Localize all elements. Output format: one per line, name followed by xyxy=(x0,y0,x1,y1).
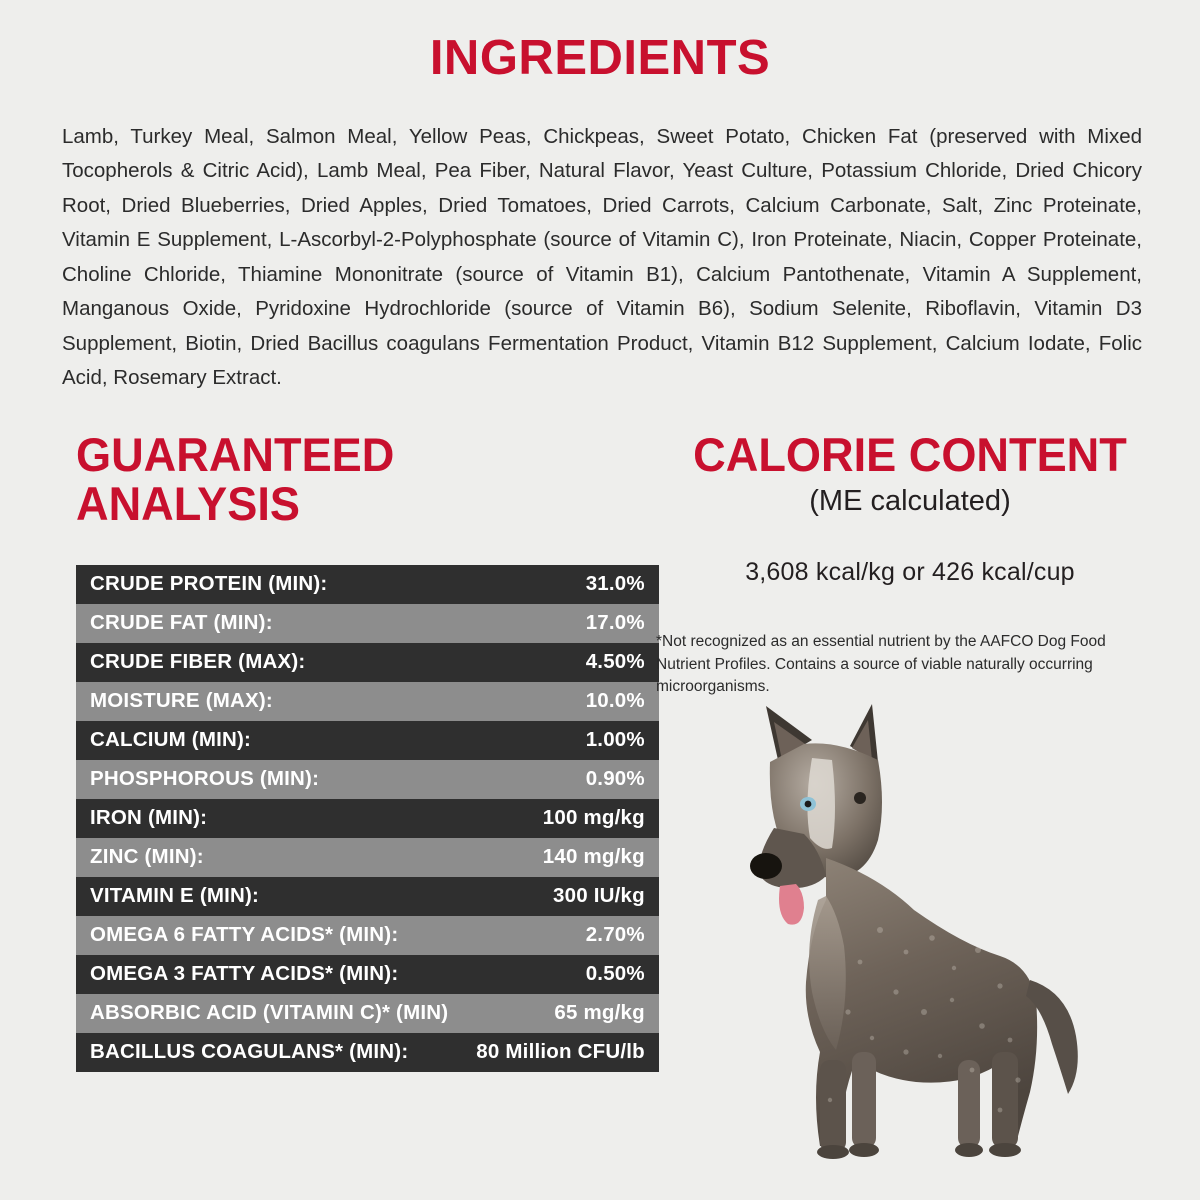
table-row xyxy=(76,799,659,838)
calorie-footnote: *Not recognized as an essential nutrient by the AAFCO Dog Food Nutrient Profiles. Contains a source of viable naturally occurring microorganisms. xyxy=(656,633,1106,696)
calorie-content-subtitle: (ME calculated) xyxy=(809,485,1011,518)
row-value: 140 mg/kg xyxy=(542,845,645,869)
dog-hind-leg-left xyxy=(992,1052,1018,1148)
row-value: 10.0% xyxy=(585,689,645,713)
table-row xyxy=(76,760,659,799)
table-row xyxy=(76,1033,659,1072)
table-row xyxy=(76,916,659,955)
table-row xyxy=(76,877,659,916)
row-label: IRON (MIN): xyxy=(90,806,208,830)
row-label: MOISTURE (MAX): xyxy=(90,689,273,713)
row-label: CRUDE FIBER (MAX): xyxy=(90,650,306,674)
dog-illustration xyxy=(700,700,1120,1180)
row-value: 0.90% xyxy=(585,767,645,791)
table-row xyxy=(76,643,659,682)
row-label: BACILLUS COAGULANS* (MIN): xyxy=(90,1040,409,1064)
row-label: OMEGA 6 FATTY ACIDS* (MIN): xyxy=(90,923,399,947)
table-row xyxy=(76,955,659,994)
table-row xyxy=(76,721,659,760)
table-row xyxy=(76,565,659,604)
row-value: 4.50% xyxy=(585,650,645,674)
table-row xyxy=(76,604,659,643)
dog-hind-leg-right xyxy=(958,1060,980,1148)
row-value: 0.50% xyxy=(585,962,645,986)
row-value: 1.00% xyxy=(585,728,645,752)
row-value: 300 IU/kg xyxy=(553,884,645,908)
row-label: CRUDE FAT (MIN): xyxy=(90,611,273,635)
row-value: 31.0% xyxy=(585,572,645,596)
row-value: 2.70% xyxy=(585,923,645,947)
row-label: ABSORBIC ACID (VITAMIN C)* (MIN) xyxy=(90,1001,449,1025)
row-label: PHOSPHOROUS (MIN): xyxy=(90,767,320,791)
row-value: 80 Million CFU/lb xyxy=(476,1040,645,1064)
calorie-content-section xyxy=(650,430,1170,699)
guaranteed-analysis-section xyxy=(76,428,645,1072)
guaranteed-analysis-table xyxy=(76,565,659,1072)
calorie-content-title: CALORIE CONTENT xyxy=(693,428,1127,481)
dog-front-leg-right xyxy=(852,1052,876,1148)
row-label: OMEGA 3 FATTY ACIDS* (MIN): xyxy=(90,962,399,986)
row-label: CRUDE PROTEIN (MIN): xyxy=(90,572,328,596)
table-row xyxy=(76,994,659,1033)
dog-nose xyxy=(750,853,782,879)
table-row xyxy=(76,838,659,877)
dog-photo xyxy=(700,700,1120,1180)
table-row xyxy=(76,682,659,721)
guaranteed-analysis-title: GUARANTEED ANALYSIS xyxy=(76,428,395,531)
ingredients-text: Lamb, Turkey Meal, Salmon Meal, Yellow Peas, Chickpeas, Sweet Potato, Chicken Fat (preserved with Mixed Tocopherols & Citric Acid), Lamb Meal, Pea Fiber, Natural Flavor, Yeast Culture, Potassium Chloride, Dried Chicory Root, Dried Blueberries, Dried Apples, Dried Tomatoes, Dried Carrots, Calcium Carbonate, Salt, Zinc Proteinate, Vitamin E Supplement, L-Ascorbyl-2-Polyphosphate (source of Vitamin C), Iron Proteinate, Niacin, Copper Proteinate, Choline Chloride, Thiamine Mononitrate (source of Vitamin B1), Calcium Pantothenate, Vitamin A Supplement, Manganous Oxide, Pyridoxine Hydrochloride (source of Vitamin B6), Sodium Selenite, Riboflavin, Vitamin D3 Supplement, Biotin, Dried Bacillus coagulans Fermentation Product, Vitamin B12 Supplement, Calcium Iodate, Folic Acid, Rosemary Extract. xyxy=(62,125,1142,390)
dog-tongue xyxy=(779,884,804,925)
calorie-content-value: 3,608 kcal/kg or 426 kcal/cup xyxy=(745,558,1075,587)
row-label: VITAMIN E (MIN): xyxy=(90,884,260,908)
row-value: 65 mg/kg xyxy=(554,1001,645,1025)
analysis-table-body xyxy=(76,565,659,1072)
dog-front-leg-left xyxy=(820,1060,846,1152)
row-value: 17.0% xyxy=(585,611,645,635)
row-label: CALCIUM (MIN): xyxy=(90,728,252,752)
row-label: ZINC (MIN): xyxy=(90,845,204,869)
ingredients-title: INGREDIENTS xyxy=(429,31,771,85)
row-value: 100 mg/kg xyxy=(542,806,645,830)
